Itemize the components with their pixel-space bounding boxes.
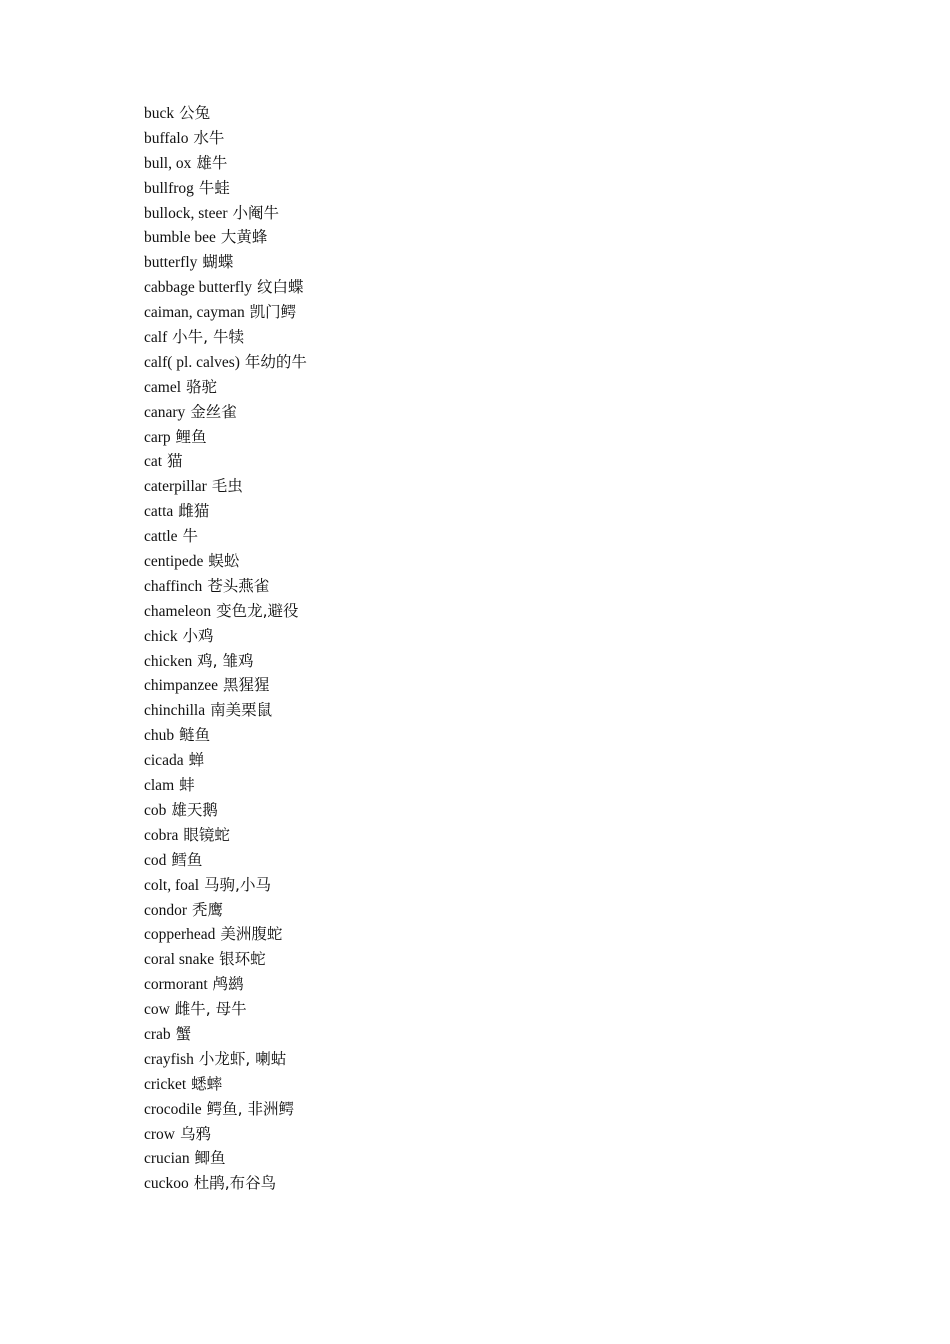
list-item [144, 549, 307, 574]
chinese-translation: 蚌 [179, 776, 195, 795]
english-term: cow [144, 1001, 170, 1019]
list-item [144, 1022, 307, 1047]
english-term: coral snake [144, 951, 215, 969]
english-term: cricket [144, 1075, 187, 1093]
chinese-translation: 雌猫 [178, 502, 210, 521]
english-term: chameleon [144, 602, 212, 620]
english-term: caterpillar [144, 478, 207, 496]
english-term: calf( pl. calves) [144, 353, 240, 371]
english-term: camel [144, 378, 182, 396]
english-term: cattle [144, 528, 178, 546]
chinese-translation: 骆驼 [185, 377, 217, 396]
list-item [144, 499, 307, 524]
list-item [144, 250, 307, 275]
list-item [144, 425, 307, 450]
chinese-translation: 毛虫 [211, 477, 243, 496]
english-term: clam [144, 777, 175, 795]
list-item [144, 848, 307, 873]
list-item [144, 1171, 307, 1196]
english-term: chicken [144, 652, 193, 670]
chinese-translation: 鲢鱼 [179, 726, 211, 745]
chinese-translation: 鸬鹚 [212, 975, 244, 994]
list-item [144, 350, 307, 375]
chinese-translation: 美洲腹蛇 [220, 925, 283, 944]
list-item [144, 375, 307, 400]
chinese-translation: 鸡, 雏鸡 [197, 651, 254, 670]
english-term: chaffinch [144, 577, 203, 595]
chinese-translation: 杜鹃,布谷鸟 [193, 1174, 277, 1193]
list-item [144, 823, 307, 848]
chinese-translation: 猫 [167, 452, 183, 471]
english-term: bullfrog [144, 179, 194, 197]
english-term: cormorant [144, 976, 208, 994]
english-term: colt, foal [144, 876, 200, 894]
chinese-translation: 大黄蜂 [220, 228, 268, 247]
list-item [144, 1047, 307, 1072]
english-term: bullock, steer [144, 204, 228, 222]
english-term: centipede [144, 553, 204, 571]
chinese-translation: 蜈蚣 [208, 552, 240, 571]
list-item [144, 1146, 307, 1171]
list-item [144, 101, 307, 126]
vocabulary-list [144, 101, 307, 1196]
chinese-translation: 南美栗鼠 [210, 701, 273, 720]
list-item [144, 449, 307, 474]
chinese-translation: 银环蛇 [219, 950, 266, 969]
chinese-translation: 金丝雀 [190, 402, 237, 421]
english-term: crocodile [144, 1100, 202, 1118]
chinese-translation: 雄天鹅 [171, 800, 218, 819]
english-term: chinchilla [144, 702, 206, 720]
chinese-translation: 蝉 [188, 751, 205, 770]
chinese-translation: 马驹,小马 [204, 875, 271, 894]
english-term: chub [144, 727, 175, 745]
chinese-translation: 雄牛 [196, 153, 228, 172]
list-item [144, 1097, 307, 1122]
list-item [144, 325, 307, 350]
list-item [144, 1122, 307, 1147]
list-item [144, 698, 307, 723]
chinese-translation: 鳕鱼 [171, 850, 203, 869]
english-term: carp [144, 428, 171, 446]
english-term: cabbage butterfly [144, 279, 253, 297]
chinese-translation: 小阉牛 [232, 203, 279, 222]
list-item [144, 673, 307, 698]
english-term: cob [144, 801, 167, 819]
chinese-translation: 小龙虾, 喇蛄 [198, 1049, 287, 1068]
english-term: chick [144, 627, 178, 645]
english-term: bull, ox [144, 154, 192, 172]
list-item [144, 773, 307, 798]
list-item [144, 649, 307, 674]
chinese-translation: 公兔 [179, 104, 211, 122]
list-item [144, 275, 307, 300]
english-term: cod [144, 851, 167, 869]
chinese-translation: 蟋蟀 [191, 1074, 223, 1093]
english-term: cicada [144, 752, 184, 770]
chinese-translation: 鲫鱼 [194, 1149, 226, 1168]
list-item [144, 922, 307, 947]
english-term: caiman, cayman [144, 304, 245, 322]
list-item [144, 126, 307, 151]
english-term: condor [144, 901, 188, 919]
list-item [144, 225, 307, 250]
list-item [144, 524, 307, 549]
chinese-translation: 牛 [182, 527, 199, 546]
english-term: buck [144, 105, 175, 122]
english-term: cobra [144, 826, 179, 844]
list-item [144, 574, 307, 599]
list-item [144, 898, 307, 923]
list-item [144, 624, 307, 649]
chinese-translation: 凯门鳄 [249, 303, 297, 322]
english-term: buffalo [144, 129, 189, 147]
list-item [144, 1072, 307, 1097]
chinese-translation: 雌牛, 母牛 [174, 1000, 247, 1019]
list-item [144, 748, 307, 773]
chinese-translation: 黑猩猩 [222, 676, 270, 695]
english-term: crab [144, 1025, 171, 1043]
list-item [144, 201, 307, 226]
list-item [144, 947, 307, 972]
english-term: bumble bee [144, 229, 216, 247]
list-item [144, 176, 307, 201]
english-term: crow [144, 1125, 175, 1143]
chinese-translation: 小鸡 [182, 626, 214, 645]
list-item [144, 723, 307, 748]
chinese-translation: 水牛 [193, 128, 225, 147]
list-item [144, 300, 307, 325]
english-term: crucian [144, 1150, 190, 1168]
english-term: cat [144, 453, 163, 471]
chinese-translation: 小牛, 牛犊 [172, 328, 245, 347]
english-term: cuckoo [144, 1175, 189, 1193]
english-term: canary [144, 403, 186, 421]
chinese-translation: 年幼的牛 [244, 352, 307, 371]
list-item [144, 599, 307, 624]
english-term: butterfly [144, 254, 198, 272]
chinese-translation: 蟹 [175, 1024, 192, 1043]
list-item [144, 873, 307, 898]
list-item [144, 798, 307, 823]
list-item [144, 400, 307, 425]
chinese-translation: 蝴蝶 [202, 253, 234, 272]
chinese-translation: 苍头燕雀 [207, 576, 270, 595]
english-term: chimpanzee [144, 677, 219, 695]
english-term: catta [144, 503, 174, 521]
english-term: crayfish [144, 1050, 194, 1068]
list-item [144, 474, 307, 499]
list-item [144, 997, 307, 1022]
list-item [144, 151, 307, 176]
english-term: calf [144, 329, 168, 347]
chinese-translation: 秃鹰 [191, 900, 223, 919]
list-item [144, 972, 307, 997]
chinese-translation: 乌鸦 [179, 1124, 211, 1143]
english-term: copperhead [144, 926, 216, 944]
chinese-translation: 纹白蝶 [256, 278, 304, 297]
chinese-translation: 变色龙,避役 [216, 601, 299, 620]
chinese-translation: 眼镜蛇 [183, 825, 230, 844]
chinese-translation: 鳄鱼, 非洲鳄 [206, 1099, 294, 1118]
chinese-translation: 牛蛙 [198, 178, 230, 197]
chinese-translation: 鲤鱼 [175, 427, 207, 446]
